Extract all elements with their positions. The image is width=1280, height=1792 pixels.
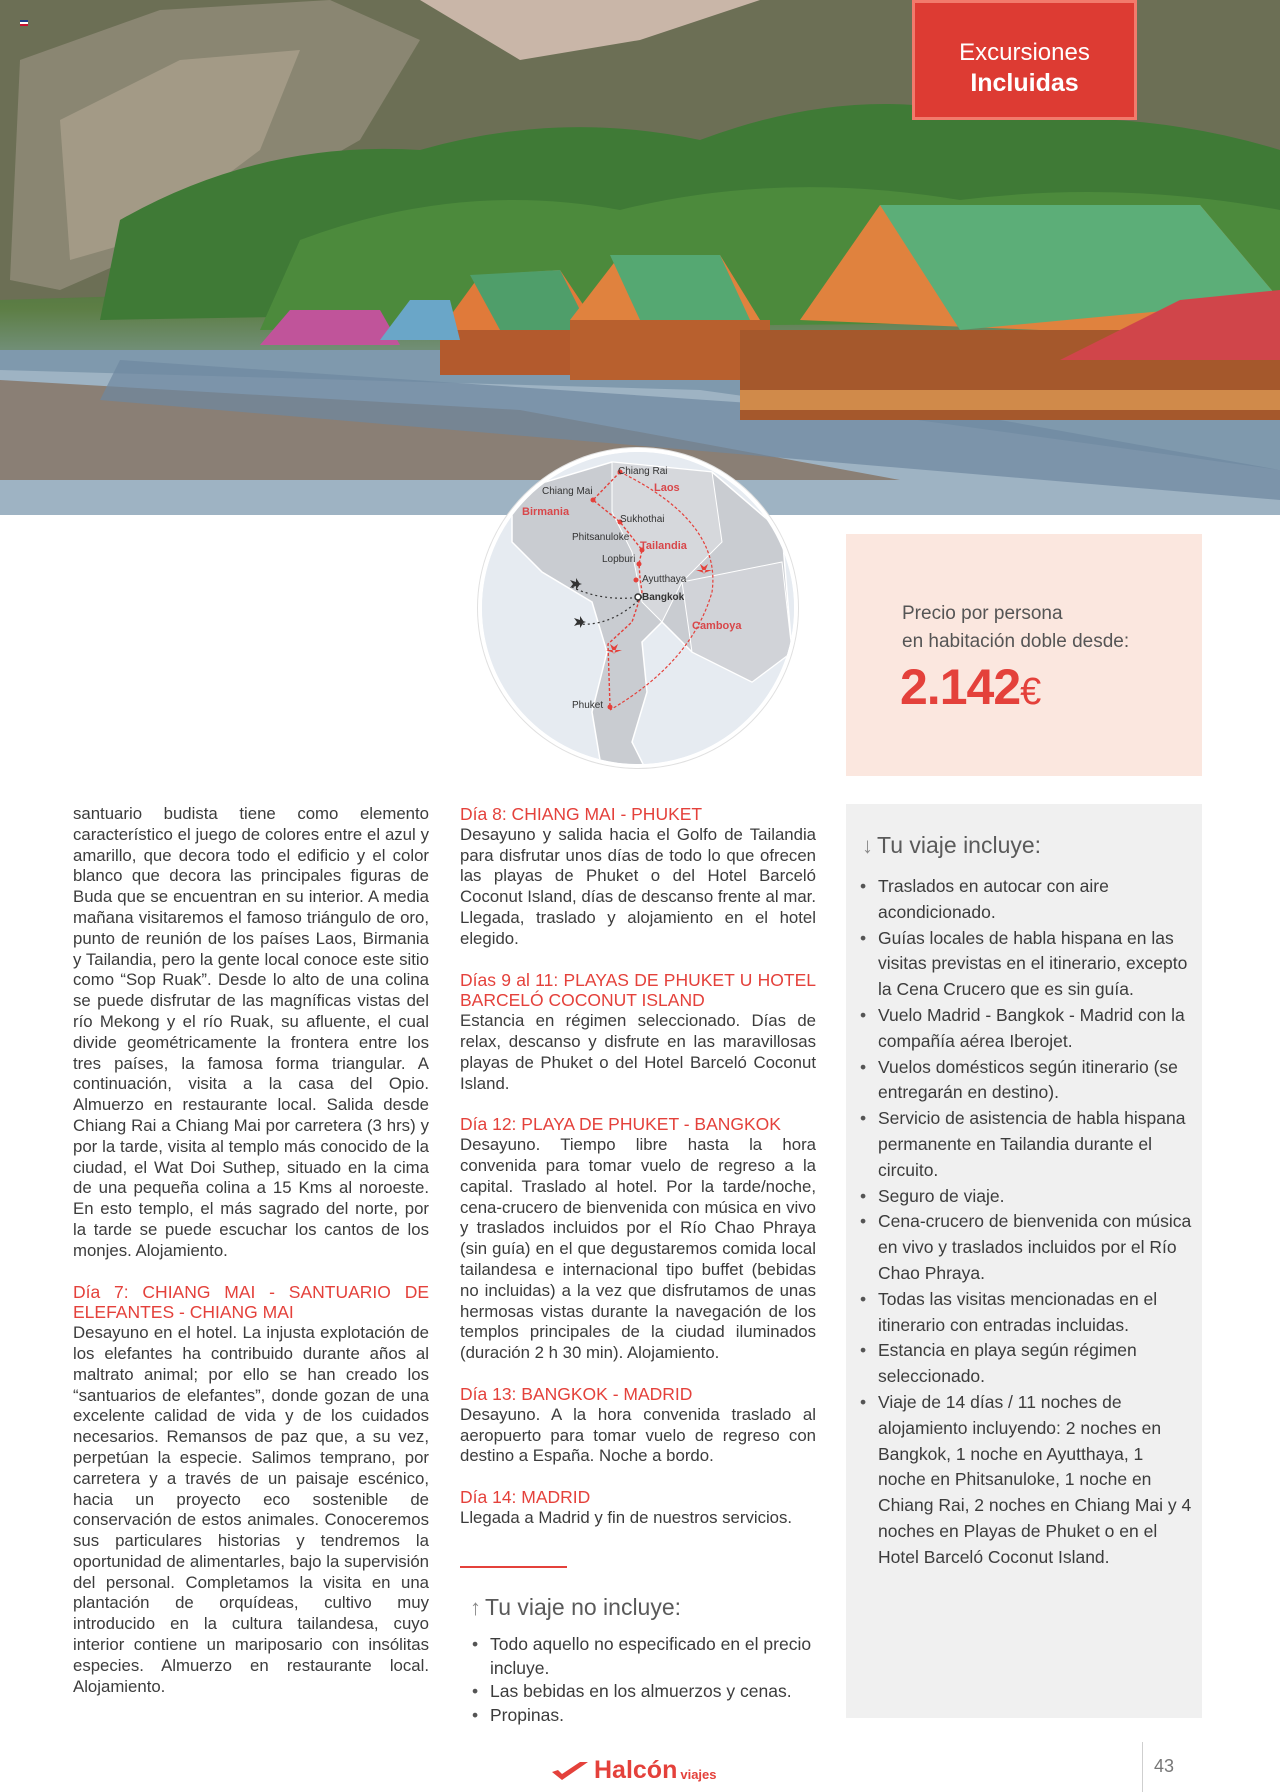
price-box (846, 534, 1202, 776)
not-included-list (470, 1633, 820, 1727)
not-included-title: Tu viaje no incluye: (485, 1594, 682, 1620)
map-city-phuket: Phuket (572, 700, 604, 711)
list-item: • Todas las visitas mencionadas en el itinerario con entradas incluidas. (858, 1287, 1194, 1339)
map-city-chiang-mai: Chiang Mai (542, 486, 593, 497)
day7-text: Desayuno en el hotel. La injusta explotación de los elefantes ha contribuido durante años al maltrato animal; por ello se han creado los “santuarios de elefantes”, donde gozan de una excelente calidad de vida y de los cuidados necesarios. Remansos de paz que, a su vez, perpetúan la especie. Salimos temprano, por carretera y a través de un paisaje escénico, hacia un proyecto eco sostenible de conservación de estos animales. Conoceremos sus particulares historias y tendremos la oportunidad de alimentarles, bajo la supervisión del personal. Completamos la visita en una plantación de orquídeas, cultivo muy introducido en la cultura tailandesa, cuyo interior contiene un mariposario con insólitas especies. Almuerzo en restaurante local. Alojamiento. (73, 1323, 429, 1696)
arrow-down-icon: ↓ (862, 833, 873, 858)
list-item: • Estancia en playa según régimen seleccionado. (858, 1338, 1194, 1390)
day9-title: Días 9 al 11: PLAYAS DE PHUKET U HOTEL BARCELÓ COCONUT ISLAND (460, 969, 816, 1011)
included-list (858, 874, 1194, 1571)
included-heading (862, 832, 1041, 859)
map-country-camboya: Camboya (692, 620, 742, 632)
day7-title: Día 7: CHIANG MAI - SANTUARIO DE ELEFANTES - CHIANG MAI (73, 1281, 429, 1323)
brand-name: Halcón (594, 1756, 678, 1784)
price-label (902, 600, 1129, 656)
list-item: • Vuelos domésticos según itinerario (se entregarán en destino). (858, 1055, 1194, 1107)
footer-divider (1142, 1742, 1143, 1792)
day6-continued (73, 804, 429, 1262)
map-country-laos: Laos (654, 482, 680, 494)
map-country-birmania: Birmania (522, 506, 570, 518)
price-label-line2: en habitación doble desde: (902, 631, 1130, 652)
day7-block (73, 1282, 429, 1698)
not-included-section (470, 1594, 820, 1727)
map-city-phitsanuloke: Phitsanuloke (572, 532, 630, 543)
day12-block (460, 1114, 816, 1364)
day13-block (460, 1384, 816, 1467)
day14-title: Día 14: MADRID (460, 1487, 591, 1508)
badge-line2: Incluidas (970, 69, 1079, 97)
list-item: • Traslados en autocar con aire acondicionado. (858, 874, 1194, 926)
day6-text: santuario budista tiene como elemento característico el juego de colores entre el azul y amarillo, que decora todo el edificio y el color blanco que decora las principales figuras de Buda que se encuentran en su interior. A media mañana visitaremos el famoso triángulo de oro, punto de reunión de los países Laos, Birmania y Tailandia, pero la gente local conoce este sitio como “Sop Ruak”. Desde lo alto de una colina se puede disfrutar de las magníficas vistas del río Mekong y el río Ruak, su afluente, el cual divide geométricamente la frontera entre los tres países, la famosa forma triangular. A continuación, visita a la casa del Opio. Almuerzo en restaurante local. Salida desde Chiang Rai a Chiang Mai por carretera (3 hrs) y por la tarde, visita al templo más conocido de la ciudad, el Wat Doi Suthep, situado en la cima de una pequeña colina a 15 Kms al noroeste. En esto templo, el más sagrado del norte, por la tarde se puede escuchar los cantos de los monjes. Alojamiento. (73, 804, 429, 1260)
day14-text: Llegada a Madrid y fin de nuestros servicios. (460, 1507, 793, 1527)
brand-sub: viajes (680, 1767, 717, 1782)
list-item: • Guías locales de habla hispana en las visitas previstas en el itinerario, excepto la Cena Crucero que es sin guía. (858, 926, 1194, 1003)
flag-icon (20, 20, 28, 26)
day9-text: Estancia en régimen seleccionado. Días de relax, descanso y disfrute en las maravillosas playas de Phuket o del Hotel Barceló Coconut Island. (460, 1011, 816, 1093)
list-item: • Las bebidas en los almuerzos y cenas. (470, 1680, 820, 1704)
route-map (478, 448, 798, 768)
not-included-heading (470, 1594, 820, 1621)
itinerary-column-2 (460, 804, 816, 1549)
day8-block (460, 804, 816, 950)
price-amount (900, 658, 1040, 716)
day13-title: Día 13: BANGKOK - MADRID (460, 1383, 693, 1404)
day8-text: Desayuno y salida hacia el Golfo de Tailandia para disfrutar unos días de todo lo que ofrecen las playas de Phuket o del Hotel Barceló Coconut Island, días de descanso frente al mar. Llegada, traslado y alojamiento en el hotel elegido. (460, 824, 816, 948)
list-item: • Todo aquello no especificado en el precio incluye. (470, 1633, 820, 1680)
list-item: • Viaje de 14 días / 11 noches de alojamiento incluyendo: 2 noches en Bangkok, 1 noche en Ayutthaya, 1 noche en Phitsanuloke, 1 noche en Chiang Rai, 2 noches en Chiang Mai y 4 noches en Playas de Phuket o en el Hotel Barceló Coconut Island. (858, 1390, 1194, 1571)
day14-block (460, 1487, 816, 1529)
map-illustration (482, 452, 798, 768)
list-item: • Cena-crucero de bienvenida con música en vivo y traslados incluidos por el Río Chao Phraya. (858, 1209, 1194, 1286)
halcon-wing-icon (550, 1760, 590, 1782)
included-section (846, 804, 1202, 1718)
badge-line1: Excursiones (959, 39, 1090, 66)
day8-title: Día 8: CHIANG MAI - PHUKET (460, 804, 703, 824)
day13-text: Desayuno. A la hora convenida traslado al aeropuerto para tomar vuelo de regreso con destino a España. Noche a bordo. (460, 1404, 816, 1466)
map-city-chiang-rai: Chiang Rai (618, 466, 668, 477)
halcon-logo (550, 1756, 717, 1785)
list-item: • Vuelo Madrid - Bangkok - Madrid con la compañía aérea Iberojet. (858, 1003, 1194, 1055)
included-title: Tu viaje incluye: (877, 832, 1042, 858)
day9-block (460, 970, 816, 1095)
page-number: 43 (1154, 1756, 1175, 1776)
itinerary-column-1 (73, 804, 429, 1717)
list-item: • Propinas. (470, 1704, 820, 1728)
day12-text: Desayuno. Tiempo libre hasta la hora convenida para tomar vuelo de regreso a la capital. Traslado al hotel. Por la tarde/noche, cena-crucero de bienvenida con música en vivo y traslados incluidos por el Río Chao Phraya (sin guía) en el que degustaremos comida local tailandesa e internacional tipo buffet (bebidas no incluidas) a la vez que disfrutamos de unas hermosas vistas durante la navegación de los templos principales de la ciudad iluminados (duración 2 h 30 min). Alojamiento. (460, 1135, 816, 1363)
excursions-included-badge (912, 0, 1137, 120)
map-country-tailandia: Tailandia (640, 540, 687, 552)
map-city-sukhothai: Sukhothai (620, 514, 665, 525)
price-currency: € (1020, 671, 1041, 713)
map-city-ayutthaya: Ayutthaya (642, 574, 687, 585)
arrow-up-icon: ↑ (470, 1595, 481, 1620)
list-item: • Servicio de asistencia de habla hispana permanente en Tailandia durante el circuito. (858, 1106, 1194, 1183)
list-item: • Seguro de viaje. (858, 1184, 1194, 1210)
day12-title: Día 12: PLAYA DE PHUKET - BANGKOK (460, 1114, 781, 1135)
map-city-bangkok: Bangkok (642, 592, 685, 603)
section-divider (460, 1566, 567, 1568)
map-city-lopburi: Lopburi (602, 554, 636, 565)
price-value: 2.142 (900, 659, 1021, 715)
price-label-line1: Precio por persona (902, 603, 1063, 624)
